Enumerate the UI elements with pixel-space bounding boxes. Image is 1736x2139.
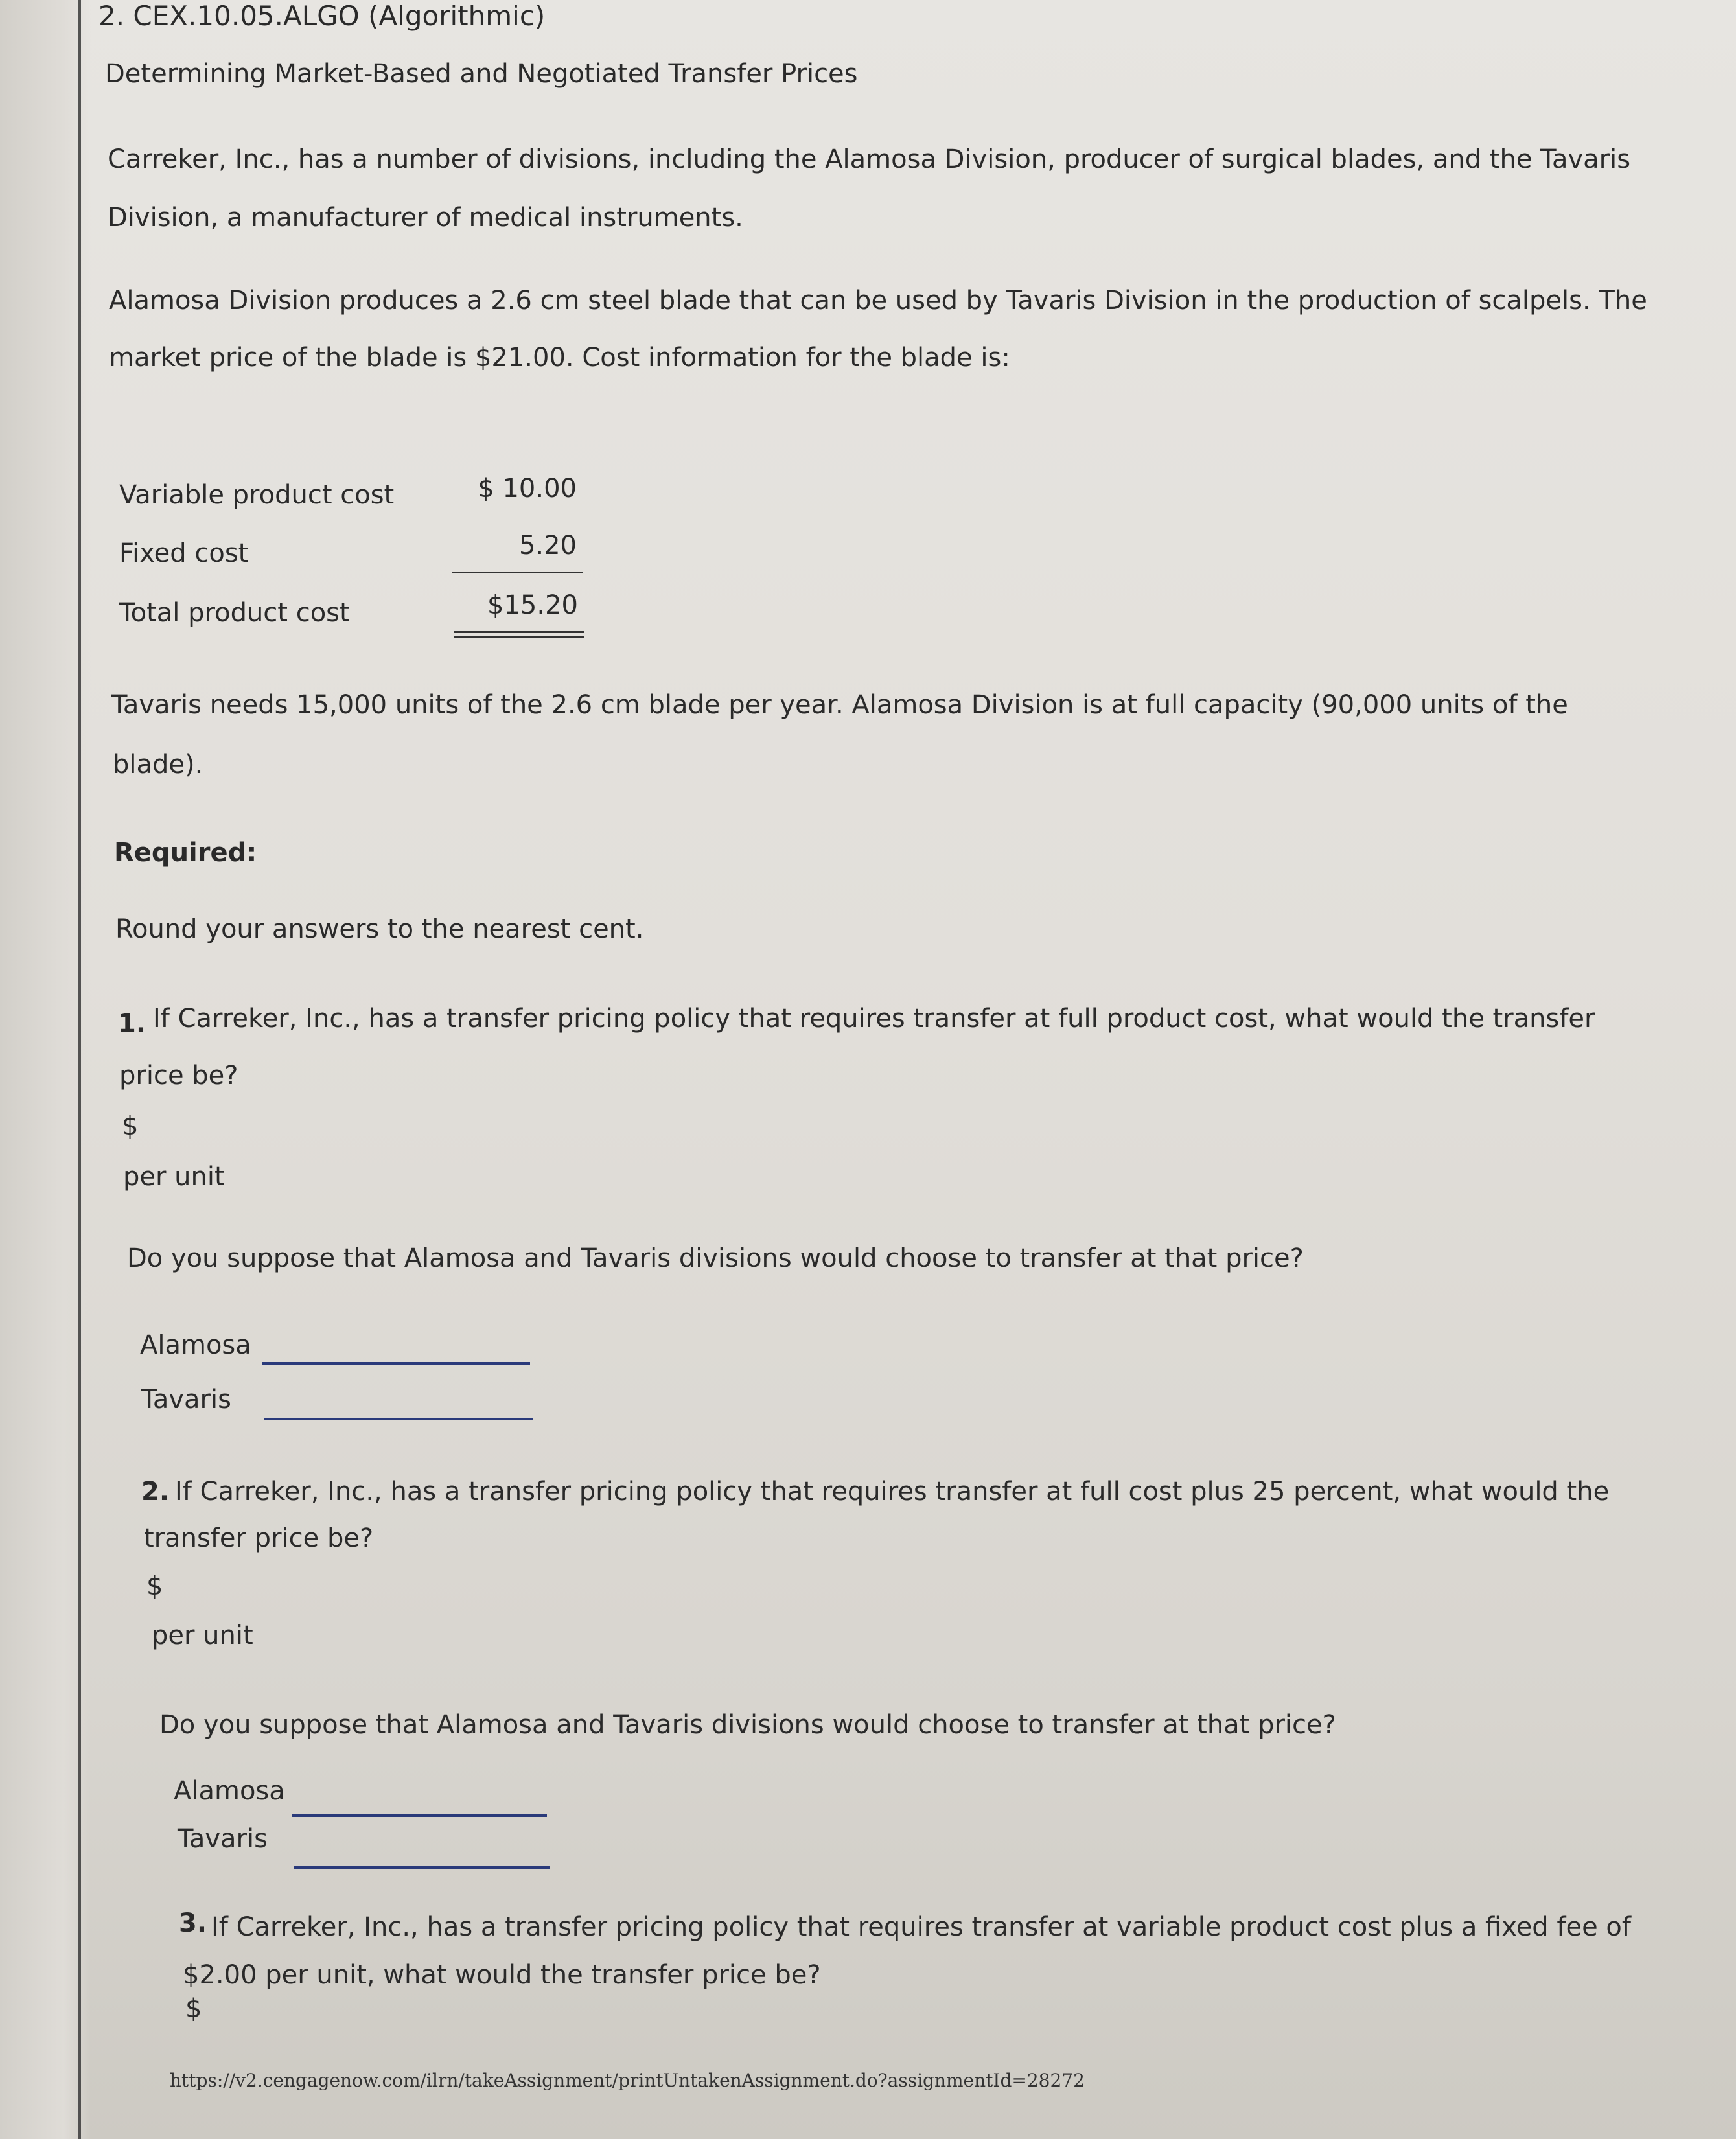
question-2-number: 2. <box>141 1477 170 1507</box>
question-1-currency-symbol: $ <box>122 1111 139 1141</box>
capacity-line-2: blade). <box>113 750 203 780</box>
cost-row-value-fixed: 5.20 <box>518 531 577 561</box>
question-1-alamosa-answer-blank[interactable] <box>262 1362 530 1365</box>
cost-row-value-variable: $ 10.00 <box>478 474 577 503</box>
page-title: Determining Market-Based and Negotiated Transfer Prices <box>105 59 858 89</box>
cost-row-label-variable: Variable product cost <box>119 480 395 510</box>
question-2-currency-symbol: $ <box>146 1571 163 1601</box>
question-2-alamosa-answer-blank[interactable] <box>292 1814 547 1817</box>
question-3-text-line-2: $2.00 per unit, what would the transfer price be? <box>183 1960 821 1990</box>
question-2-tavaris-answer-blank[interactable] <box>294 1866 550 1869</box>
question-3-currency-symbol: $ <box>185 1994 202 2024</box>
intro-paragraph-2-line-1: Alamosa Division produces a 2.6 cm steel blade that can be used by Tavaris Division in the production of scalpels. The <box>109 286 1647 316</box>
required-heading: Required: <box>114 838 257 868</box>
question-2-text-line-1: If Carreker, Inc., has a transfer pricing policy that requires transfer at full cost plus 25 percent, what would the <box>175 1477 1610 1507</box>
question-2-text-line-2: transfer price be? <box>144 1523 374 1553</box>
cost-row-value-total: $15.20 <box>487 590 578 620</box>
rounding-instruction: Round your answers to the nearest cent. <box>115 914 644 944</box>
capacity-line-1: Tavaris needs 15,000 units of the 2.6 cm blade per year. Alamosa Division is at full capacity (90,000 units of the <box>111 690 1568 720</box>
question-3-text-line-1: If Carreker, Inc., has a transfer pricing policy that requires transfer at variable product cost plus a fixed fee of <box>211 1912 1631 1942</box>
cost-row-label-fixed: Fixed cost <box>119 538 249 568</box>
intro-paragraph-2-line-2: market price of the blade is $21.00. Cost information for the blade is: <box>109 343 1010 373</box>
question-3-number: 3. <box>179 1908 207 1938</box>
question-2-unit-label: per unit <box>152 1621 253 1650</box>
page-margin-shadow <box>0 0 91 2139</box>
question-1-text-line-1: If Carreker, Inc., has a transfer pricing policy that requires transfer at full product cost, what would the transfer <box>153 1004 1595 1034</box>
question-id: 2. CEX.10.05.ALGO (Algorithmic) <box>98 0 546 32</box>
footer-print-url: https://v2.cengagenow.com/ilrn/takeAssignment/printUntakenAssignment.do?assignmentId=28272 <box>170 2070 1085 2091</box>
question-1-unit-label: per unit <box>123 1162 225 1192</box>
cost-row-label-total: Total product cost <box>119 598 350 628</box>
question-2-tavaris-label: Tavaris <box>178 1824 268 1854</box>
question-1-number: 1. <box>118 1009 146 1039</box>
intro-paragraph-1-line-1: Carreker, Inc., has a number of divisions, including the Alamosa Division, producer of surgical blades, and the Tavaris <box>108 145 1631 174</box>
subtotal-rule <box>452 572 583 573</box>
total-double-rule-bottom <box>454 636 584 638</box>
question-1-followup: Do you suppose that Alamosa and Tavaris divisions would choose to transfer at that price? <box>127 1243 1304 1273</box>
question-1-tavaris-answer-blank[interactable] <box>264 1418 533 1420</box>
question-1-text-line-2: price be? <box>119 1061 238 1091</box>
intro-paragraph-1-line-2: Division, a manufacturer of medical instruments. <box>108 203 743 233</box>
question-2-followup: Do you suppose that Alamosa and Tavaris divisions would choose to transfer at that price? <box>159 1710 1336 1740</box>
question-1-alamosa-label: Alamosa <box>140 1330 251 1360</box>
page-edge-line <box>78 0 81 2139</box>
total-double-rule-top <box>454 631 584 633</box>
question-2-alamosa-label: Alamosa <box>174 1776 285 1806</box>
question-1-tavaris-label: Tavaris <box>141 1385 231 1415</box>
